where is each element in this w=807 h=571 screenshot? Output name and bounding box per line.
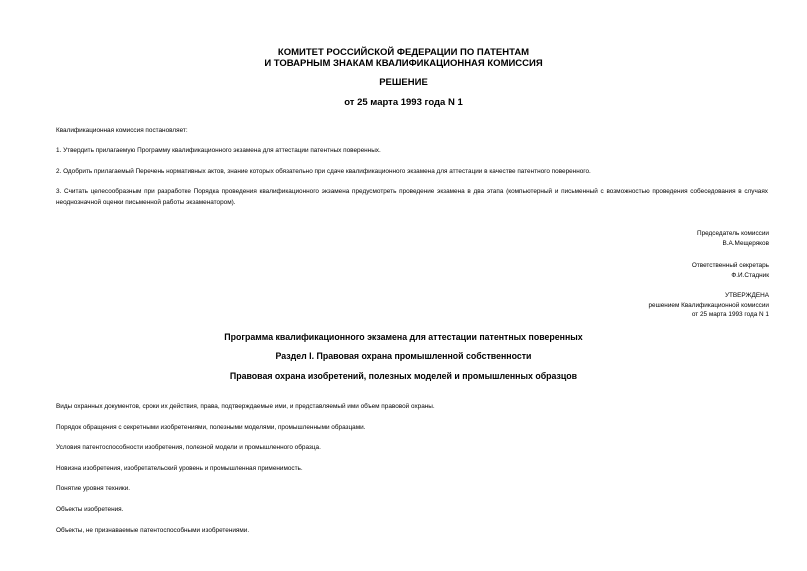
topic-item: Объекты изобретения. [56,506,124,513]
chair-title: Председатель комиссии [697,230,769,237]
secretary-title: Ответственный секретарь [691,262,769,269]
topic-item: Порядок обращения с секретными изобретениями, полезными моделями, промышленными образцами. [56,424,366,431]
subsection-title: Правовая охрана изобретений, полезных моделей и промышленных образцов [229,371,578,381]
header-line-1: КОМИТЕТ РОССИЙСКОЙ ФЕДЕРАЦИИ ПО ПАТЕНТАМ [277,47,530,58]
decision-title: РЕШЕНИЕ [379,77,428,88]
section-title: Раздел I. Правовая охрана промышленной собственности [275,351,532,361]
chair-name: В.А.Мещеряков [722,239,769,247]
topic-item: Условия патентоспособности изобретения, полезной модели и промышленного образца. [56,444,321,451]
paragraph-3: 3. Считать целесообразным при разработке Порядка проведения квалификационного экзамена предусмотреть проведение экзамена в два этапа (компьютерный и письменный с возможностью проведения собеседования в случаях неоднозначной оценки письменной работы экзаменатором). [56,188,768,206]
header-line-2: И ТОВАРНЫМ ЗНАКАМ КВАЛИФИКАЦИОННАЯ КОМИССИЯ [264,58,543,69]
approval-stamp [649,291,770,320]
secretary-name: Ф.И.Стадник [731,271,769,279]
topic-item: Новизна изобретения, изобретательский уровень и промышленная применимость. [56,465,303,472]
paragraph-1: 1. Утвердить прилагаемую Программу квалификационного экзамена для аттестации патентных поверенных. [56,147,381,154]
paragraph-2: 2. Одобрить прилагаемый Перечень нормативных актов, знание которых обязательно при сдаче квалификационного экзамена для аттестации в качестве патентного поверенного. [56,168,591,175]
approval-line-3: от 25 марта 1993 года N 1 [691,311,769,318]
approval-line-2: решением Квалификационной комиссии [648,301,769,309]
approval-line-1: УТВЕРЖДЕНА [724,292,769,299]
intro-text: Квалификационная комиссия постановляет: [56,127,188,134]
topic-item: Виды охранных документов, сроки их действия, права, подтверждаемые ими, и представляемый ими объем правовой охраны. [56,403,435,410]
topic-item: Объекты, не признаваемые патентоспособными изобретениями. [56,527,250,534]
program-title: Программа квалификационного экзамена для аттестации патентных поверенных [224,332,583,342]
secretary-signature [692,261,769,280]
decision-date: от 25 марта 1993 года N 1 [344,97,463,108]
topic-item: Понятие уровня техники. [56,485,131,492]
chair-signature [697,229,769,248]
